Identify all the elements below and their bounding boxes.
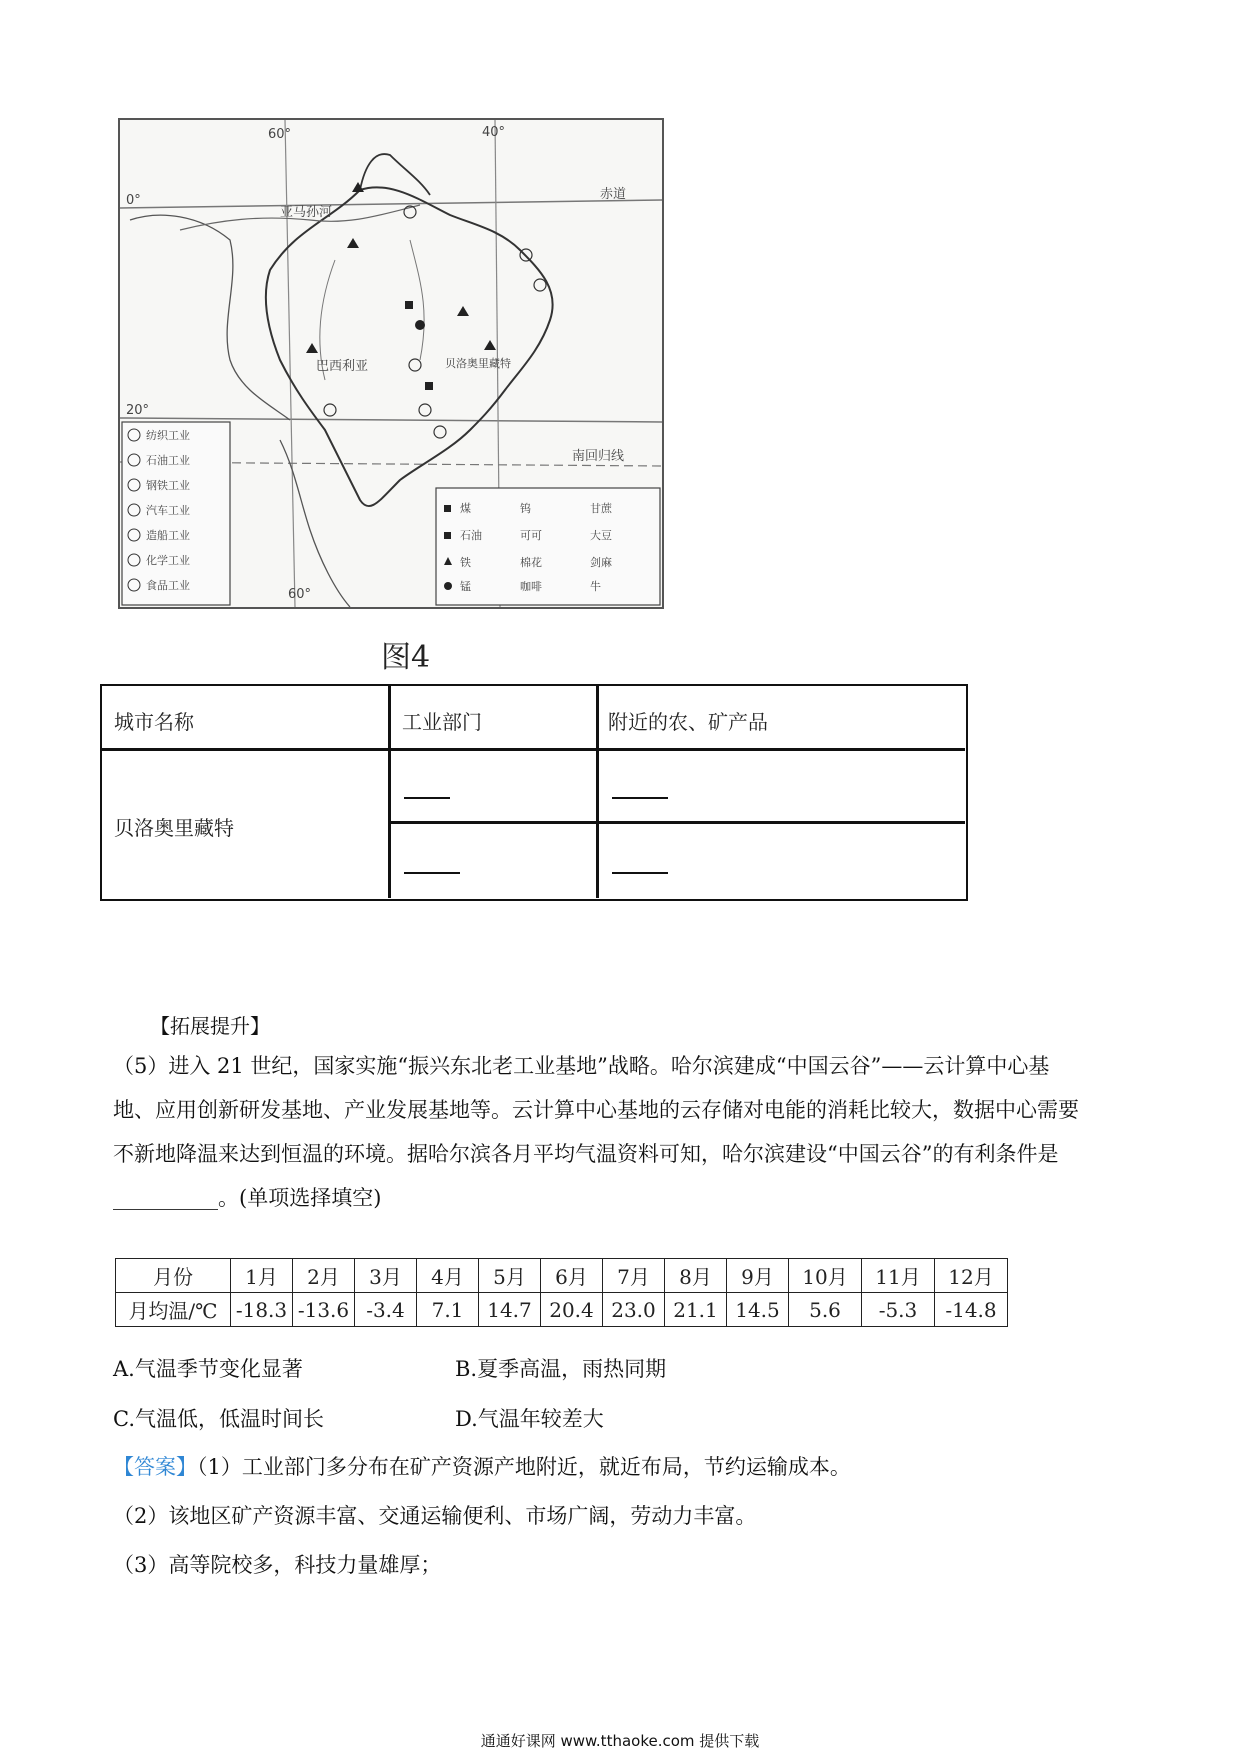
question-instruction: 。(单项选择填空) <box>218 1186 382 1210</box>
question-line-1: （5）进入 21 世纪，国家实施“振兴东北老工业基地”战略。哈尔滨建成“中国云谷”——云计算中心基 <box>113 1054 1050 1078</box>
month-cell: 7月 <box>603 1259 665 1293</box>
legend-res-5: 钨 <box>520 502 531 515</box>
temp-row <box>116 1293 1008 1327</box>
equator-label: 赤道 <box>600 187 627 202</box>
temp-cell: 7.1 <box>417 1293 479 1327</box>
legend-res-12: 牛 <box>590 580 601 593</box>
temp-cell: 20.4 <box>541 1293 603 1327</box>
legend-res-9: 甘蔗 <box>590 502 612 515</box>
lon-60-line <box>285 120 295 607</box>
iron-symbol <box>457 306 469 316</box>
north-coast <box>360 154 430 195</box>
option-b[interactable]: B.夏季高温，雨热同期 <box>455 1357 667 1381</box>
temp-cell: -14.8 <box>935 1293 1008 1327</box>
month-row-label: 月份 <box>116 1259 231 1293</box>
country-label: 巴西利亚 <box>316 359 369 374</box>
map-figure <box>118 118 664 609</box>
brazil-industry-map <box>120 120 662 607</box>
legend-res-1: 煤 <box>460 502 471 515</box>
section-title: 【拓展提升】 <box>150 1014 270 1038</box>
industry-symbol <box>409 359 421 371</box>
product-blank-2[interactable] <box>612 872 668 874</box>
month-cell: 6月 <box>541 1259 603 1293</box>
legend-res-10: 大豆 <box>590 529 612 542</box>
city-label: 贝洛奥里藏特 <box>445 357 511 370</box>
month-cell: 8月 <box>665 1259 727 1293</box>
legend-industry-2: 石油工业 <box>146 454 190 467</box>
header-industry: 工业部门 <box>402 710 482 734</box>
legend-res-4: 锰 <box>460 580 471 593</box>
answer-line-1 <box>113 1451 851 1481</box>
month-cell: 3月 <box>355 1259 417 1293</box>
temp-cell: -13.6 <box>293 1293 355 1327</box>
tropic-label: 南回归线 <box>572 449 625 464</box>
iron-symbol <box>347 238 359 248</box>
temp-cell: 14.5 <box>727 1293 789 1327</box>
product-blank-1[interactable] <box>612 797 668 799</box>
option-a[interactable]: A.气温季节变化显著 <box>113 1357 303 1381</box>
month-row <box>116 1259 1008 1293</box>
month-cell: 4月 <box>417 1259 479 1293</box>
legend-res-3: 铁 <box>460 556 471 569</box>
equator-line <box>120 200 662 208</box>
city-industry-table <box>100 684 968 901</box>
iron-symbol <box>306 343 318 353</box>
legend-industry-4: 汽车工业 <box>146 504 190 517</box>
legend-res-6: 可可 <box>520 529 542 542</box>
lat-20-line <box>120 418 662 422</box>
page-footer: 通通好课网 www.tthaoke.com 提供下载 <box>480 1732 760 1750</box>
legend-industry-3: 钢铁工业 <box>146 479 190 492</box>
coal-symbol <box>425 382 433 390</box>
legend-res-2: 石油 <box>460 529 482 542</box>
resource-legend <box>436 488 660 605</box>
temp-cell: 21.1 <box>665 1293 727 1327</box>
city-name-cell: 贝洛奥里藏特 <box>114 816 234 840</box>
lat-label-0: 0° <box>126 193 141 208</box>
temp-cell: -5.3 <box>862 1293 935 1327</box>
answer-label: 【答案】 <box>113 1455 197 1479</box>
month-cell: 5月 <box>479 1259 541 1293</box>
legend-industry-5: 造船工业 <box>146 529 190 542</box>
iron-symbol <box>484 340 496 350</box>
tributary <box>410 240 424 360</box>
manganese-symbol <box>415 320 425 330</box>
temp-cell: 23.0 <box>603 1293 665 1327</box>
industry-symbol <box>419 404 431 416</box>
harbin-temperature-table <box>115 1258 1008 1327</box>
industry-symbol <box>324 404 336 416</box>
industry-symbol <box>534 279 546 291</box>
legend-industry-7: 食品工业 <box>146 579 190 592</box>
temp-cell: 14.7 <box>479 1293 541 1327</box>
question-line-3: 不新地降温来达到恒温的环境。据哈尔滨各月平均气温资料可知，哈尔滨建设“中国云谷”的有利条件是 <box>113 1142 1059 1166</box>
legend-res-7: 棉花 <box>520 556 542 569</box>
temp-cell: -3.4 <box>355 1293 417 1327</box>
answer-1-text: （1）工业部门多分布在矿产资源产地附近，就近布局，节约运输成本。 <box>197 1455 851 1479</box>
legend-res-11: 剑麻 <box>590 556 612 569</box>
month-cell: 9月 <box>727 1259 789 1293</box>
industry-blank-2[interactable] <box>404 872 460 874</box>
legend-industry-6: 化学工业 <box>146 554 190 567</box>
option-c[interactable]: C.气温低，低温时间长 <box>113 1407 324 1431</box>
temp-cell: -18.3 <box>231 1293 293 1327</box>
temp-row-label: 月均温/℃ <box>116 1293 231 1327</box>
month-cell: 11月 <box>862 1259 935 1293</box>
figure-caption: 图4 <box>381 640 431 675</box>
legend-res-8: 咖啡 <box>520 580 542 593</box>
month-cell: 1月 <box>231 1259 293 1293</box>
legend-industry-1: 纺织工业 <box>146 429 190 442</box>
header-city-name: 城市名称 <box>114 710 194 734</box>
lon-label-60: 60° <box>268 127 292 142</box>
answer-blank[interactable]: __________ <box>113 1186 218 1210</box>
river-label: 亚马孙河 <box>280 205 333 220</box>
lat-label-20: 20° <box>126 403 150 418</box>
month-cell: 2月 <box>293 1259 355 1293</box>
coal-symbol <box>405 301 413 309</box>
lon-label-60-bottom: 60° <box>288 587 312 602</box>
brazil-outline <box>266 187 553 506</box>
south-border <box>280 440 350 607</box>
answer-line-3: （3）高等院校多，科技力量雄厚； <box>113 1553 442 1577</box>
option-d[interactable]: D.气温年较差大 <box>455 1407 604 1431</box>
industry-symbol <box>434 426 446 438</box>
question-line-4 <box>113 1182 381 1212</box>
month-cell: 10月 <box>789 1259 862 1293</box>
temp-cell: 5.6 <box>789 1293 862 1327</box>
question-line-2: 地、应用创新研发基地、产业发展基地等。云计算中心基地的云存储对电能的消耗比较大，数据中心需要 <box>113 1098 1079 1122</box>
header-products: 附近的农、矿产品 <box>608 710 768 734</box>
industry-legend <box>122 422 230 605</box>
lon-label-40: 40° <box>482 125 506 140</box>
west-border <box>130 215 290 420</box>
month-cell: 12月 <box>935 1259 1008 1293</box>
answer-line-2: （2）该地区矿产资源丰富、交通运输便利、市场广阔，劳动力丰富。 <box>113 1504 757 1528</box>
industry-blank-1[interactable] <box>404 797 450 799</box>
